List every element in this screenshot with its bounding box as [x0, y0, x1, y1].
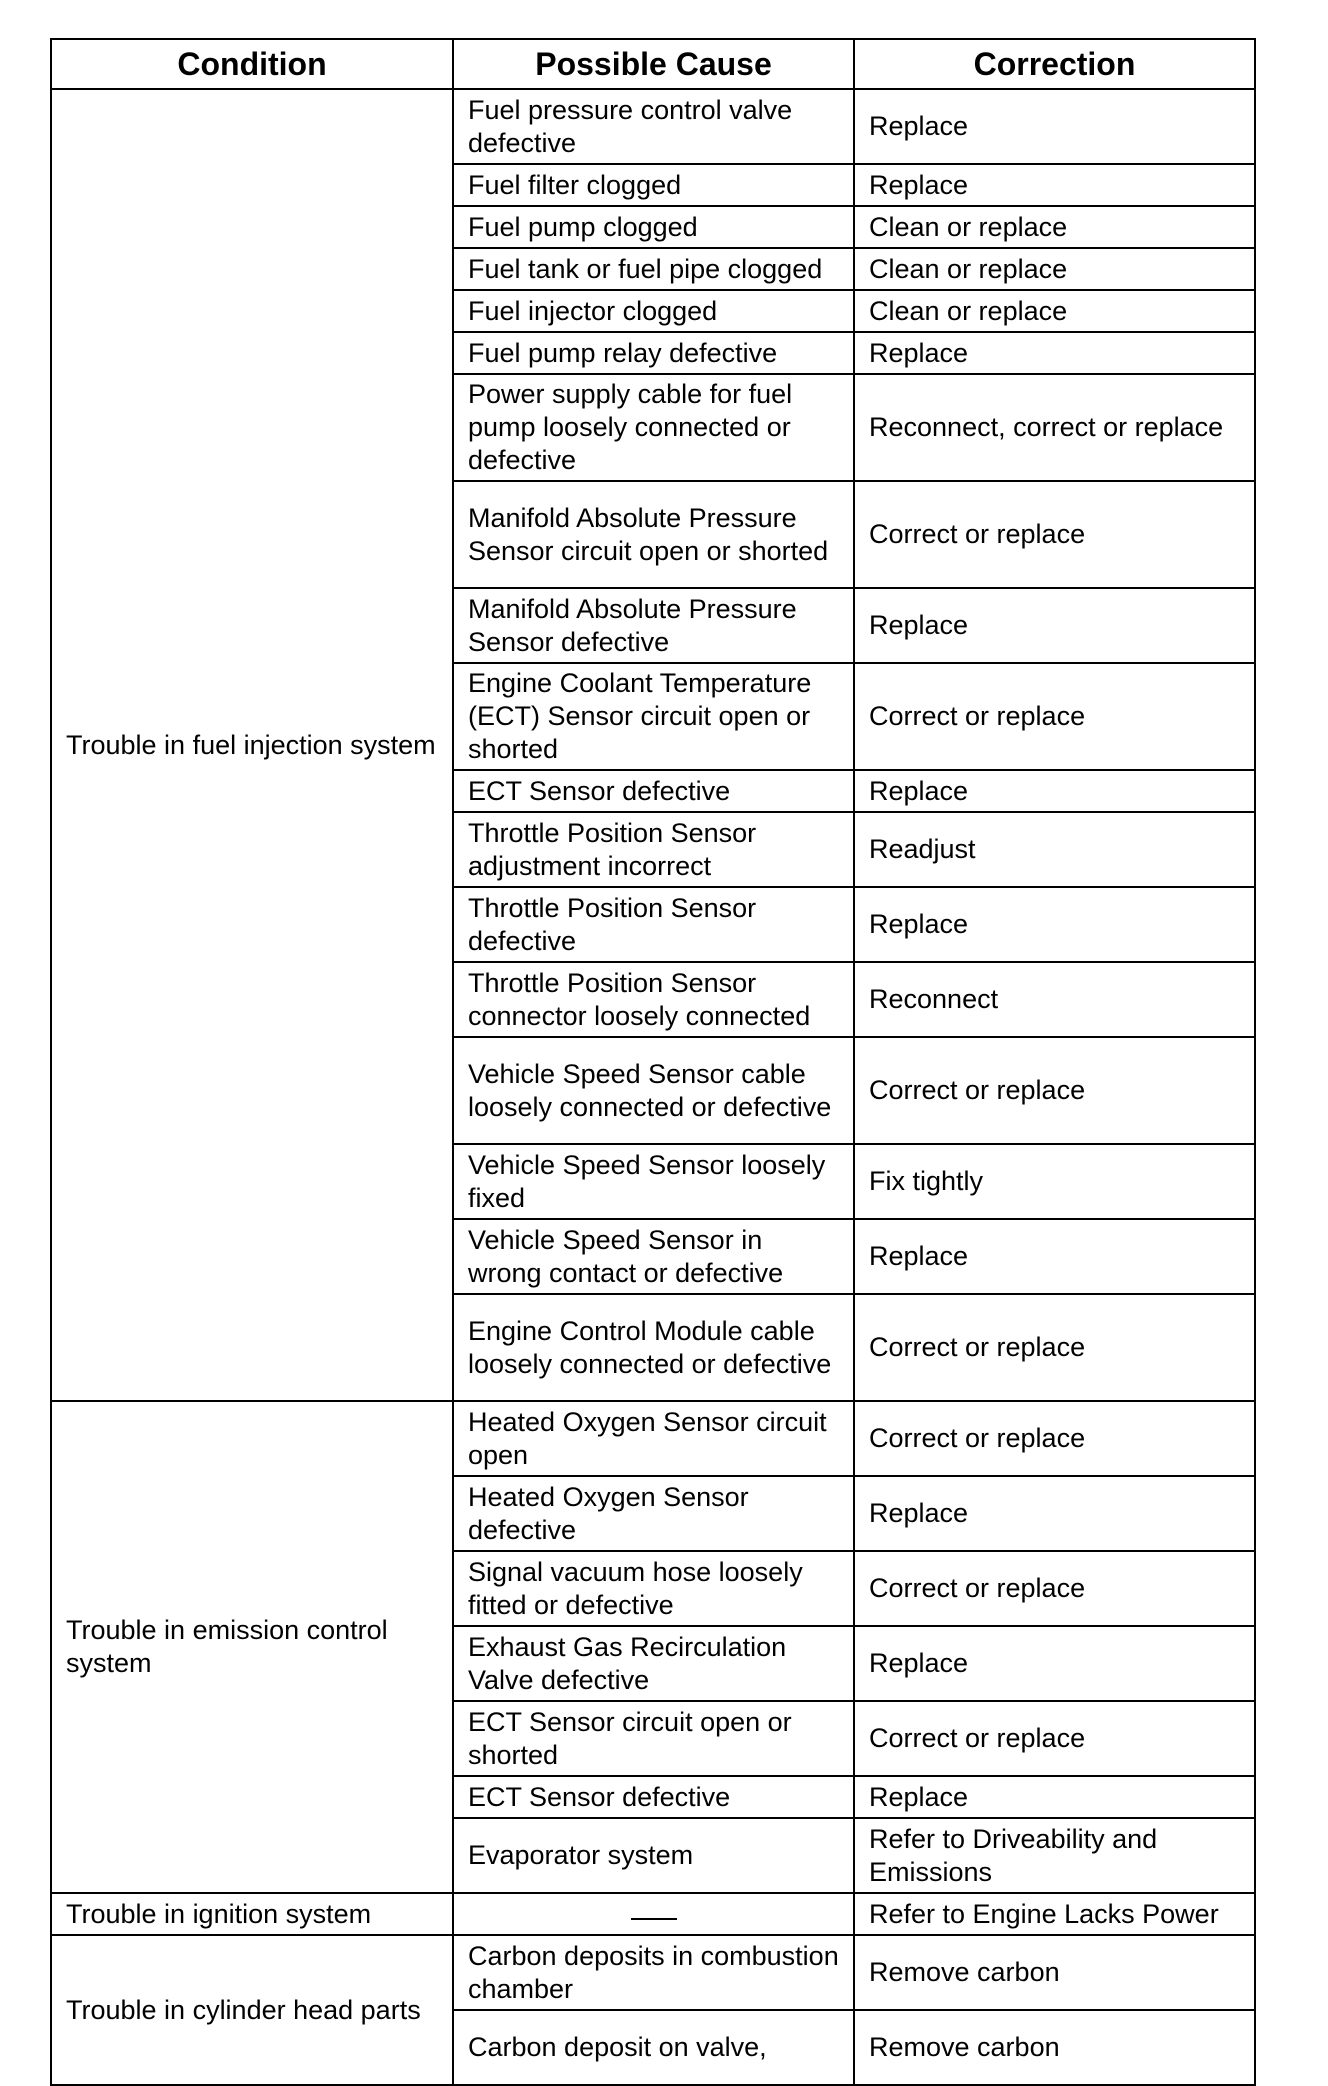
correction-cell: Replace	[854, 89, 1255, 164]
troubleshooting-table	[50, 38, 1256, 2086]
cause-cell: Signal vacuum hose loosely fitted or defective	[453, 1551, 854, 1626]
header-condition: Condition	[51, 39, 453, 89]
cause-cell: Heated Oxygen Sensor defective	[453, 1476, 854, 1551]
header-possible-cause: Possible Cause	[453, 39, 854, 89]
correction-cell: Clean or replace	[854, 206, 1255, 248]
cause-cell: Evaporator system	[453, 1818, 854, 1893]
correction-cell: Readjust	[854, 812, 1255, 887]
correction-cell: Replace	[854, 588, 1255, 663]
cause-cell: Fuel pump clogged	[453, 206, 854, 248]
cause-cell: Power supply cable for fuel pump loosely connected or defective	[453, 374, 854, 481]
correction-cell: Remove carbon	[854, 1935, 1255, 2010]
condition-cell: Trouble in ignition system	[51, 1893, 453, 1935]
correction-cell: Fix tightly	[854, 1144, 1255, 1219]
correction-cell: Correct or replace	[854, 1701, 1255, 1776]
correction-cell: Clean or replace	[854, 290, 1255, 332]
cause-cell: ECT Sensor defective	[453, 770, 854, 812]
cause-cell: Throttle Position Sensor adjustment incorrect	[453, 812, 854, 887]
correction-cell: Reconnect	[854, 962, 1255, 1037]
cause-cell: Fuel filter clogged	[453, 164, 854, 206]
table-row	[51, 1893, 1255, 1935]
cause-cell: Vehicle Speed Sensor cable loosely connected or defective	[453, 1037, 854, 1144]
correction-cell: Reconnect, correct or replace	[854, 374, 1255, 481]
correction-cell: Replace	[854, 332, 1255, 374]
correction-cell: Replace	[854, 1776, 1255, 1818]
cause-cell: ECT Sensor circuit open or shorted	[453, 1701, 854, 1776]
correction-cell: Correct or replace	[854, 481, 1255, 588]
table-row	[51, 89, 1255, 164]
correction-cell: Remove carbon	[854, 2010, 1255, 2085]
condition-cell: Trouble in emission control system	[51, 1401, 453, 1893]
cause-cell: Carbon deposits in combustion chamber	[453, 1935, 854, 2010]
cause-cell: Fuel tank or fuel pipe clogged	[453, 248, 854, 290]
correction-cell: Refer to Engine Lacks Power	[854, 1893, 1255, 1935]
correction-cell: Replace	[854, 1476, 1255, 1551]
cause-cell: Carbon deposit on valve,	[453, 2010, 854, 2085]
condition-cell: Trouble in cylinder head parts	[51, 1935, 453, 2085]
correction-cell: Replace	[854, 164, 1255, 206]
cause-cell: Engine Coolant Temperature (ECT) Sensor circuit open or shorted	[453, 663, 854, 770]
cause-cell: Manifold Absolute Pressure Sensor circuit open or shorted	[453, 481, 854, 588]
cause-cell: Throttle Position Sensor defective	[453, 887, 854, 962]
cause-cell: Exhaust Gas Recirculation Valve defective	[453, 1626, 854, 1701]
correction-cell: Correct or replace	[854, 1294, 1255, 1401]
cause-cell: Fuel injector clogged	[453, 290, 854, 332]
cause-cell: Throttle Position Sensor connector loosely connected	[453, 962, 854, 1037]
table-row	[51, 1935, 1255, 2010]
correction-cell: Correct or replace	[854, 1401, 1255, 1476]
correction-cell: Clean or replace	[854, 248, 1255, 290]
condition-cell: Trouble in fuel injection system	[51, 89, 453, 1401]
correction-cell: Correct or replace	[854, 663, 1255, 770]
correction-cell: Replace	[854, 770, 1255, 812]
cause-cell: Manifold Absolute Pressure Sensor defective	[453, 588, 854, 663]
empty-cause-dash	[631, 1918, 677, 1920]
correction-cell: Correct or replace	[854, 1037, 1255, 1144]
cause-cell: Fuel pressure control valve defective	[453, 89, 854, 164]
correction-cell: Replace	[854, 1219, 1255, 1294]
table-row	[51, 1401, 1255, 1476]
header-row	[51, 39, 1255, 89]
correction-cell: Replace	[854, 1626, 1255, 1701]
cause-cell: Heated Oxygen Sensor circuit open	[453, 1401, 854, 1476]
cause-cell: Vehicle Speed Sensor in wrong contact or defective	[453, 1219, 854, 1294]
correction-cell: Replace	[854, 887, 1255, 962]
cause-cell: Fuel pump relay defective	[453, 332, 854, 374]
correction-cell: Correct or replace	[854, 1551, 1255, 1626]
cause-cell	[453, 1893, 854, 1935]
header-correction: Correction	[854, 39, 1255, 89]
cause-cell: ECT Sensor defective	[453, 1776, 854, 1818]
cause-cell: Vehicle Speed Sensor loosely fixed	[453, 1144, 854, 1219]
cause-cell: Engine Control Module cable loosely connected or defective	[453, 1294, 854, 1401]
correction-cell: Refer to Driveability and Emissions	[854, 1818, 1255, 1893]
